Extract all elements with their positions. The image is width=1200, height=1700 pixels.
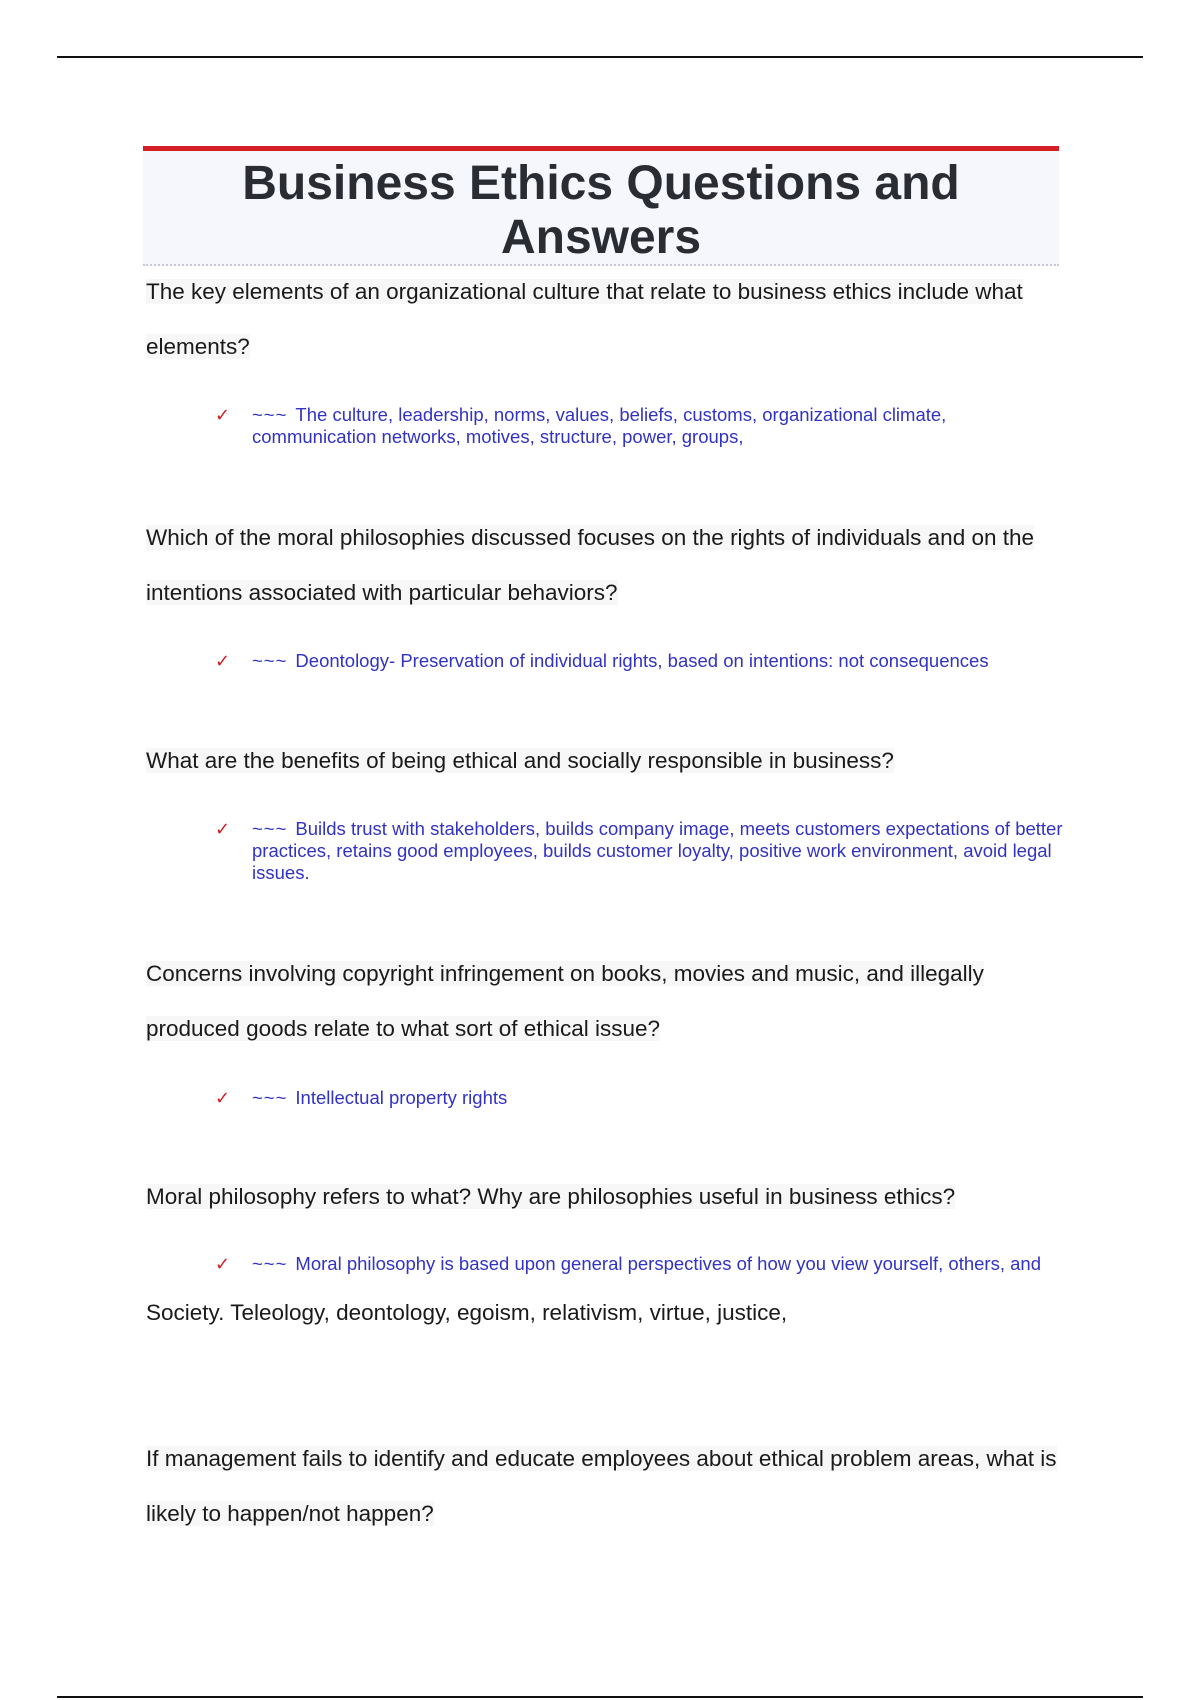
question-5	[146, 1169, 1076, 1224]
question-2-text: Which of the moral philosophies discussed focuses on the rights of individuals and on the intentions associated with particular behaviors?	[146, 525, 1035, 605]
question-4-text: Concerns involving copyright infringement on books, movies and music, and illegally produced goods relate to what sort of ethical issue?	[146, 961, 984, 1041]
top-rule	[57, 56, 1143, 58]
answer-2-text: Deontology- Preservation of individual rights, based on intentions: not consequences	[295, 650, 989, 671]
question-2	[146, 510, 1076, 620]
answer-1-text: The culture, leadership, norms, values, beliefs, customs, organizational climate, communication networks, motives, structure, power, groups,	[252, 404, 947, 447]
answer-5-continuation: Society. Teleology, deontology, egoism, relativism, virtue, justice,	[146, 1300, 788, 1325]
question-1	[146, 264, 1076, 374]
answer-prefix: ~~~	[252, 1087, 288, 1108]
answer-5-text: Moral philosophy is based upon general perspectives of how you view yourself, others, and	[295, 1253, 1041, 1274]
question-6-text: If management fails to identify and educate employees about ethical problem areas, what is likely to happen/not happen?	[146, 1446, 1057, 1526]
document-title: Business Ethics Questions and Answers	[242, 157, 960, 264]
answer-1	[215, 404, 1065, 448]
check-icon: ✓	[215, 1088, 231, 1108]
answer-3	[215, 818, 1065, 884]
answer-5	[215, 1253, 1065, 1275]
answer-4-text: Intellectual property rights	[295, 1087, 508, 1108]
answer-prefix: ~~~	[252, 1253, 288, 1274]
answer-prefix: ~~~	[252, 818, 288, 839]
question-4	[146, 946, 1076, 1056]
answer-prefix: ~~~	[252, 650, 288, 671]
question-3-text: What are the benefits of being ethical and socially responsible in business?	[146, 748, 894, 773]
answer-3-text: Builds trust with stakeholders, builds company image, meets customers expectations of better practices, retains good employees, builds customer loyalty, positive work environment, avoid legal issues.	[252, 818, 1063, 883]
check-icon: ✓	[215, 1254, 231, 1274]
check-icon: ✓	[215, 651, 231, 671]
question-1-text: The key elements of an organizational culture that relate to business ethics include what elements?	[146, 279, 1023, 359]
answer-2	[215, 650, 1065, 672]
check-icon: ✓	[215, 405, 231, 425]
question-6	[146, 1431, 1076, 1541]
check-icon: ✓	[215, 819, 231, 839]
answer-4	[215, 1087, 1065, 1109]
title-banner	[143, 146, 1059, 266]
question-3	[146, 733, 1076, 788]
question-5-text: Moral philosophy refers to what? Why are philosophies useful in business ethics?	[146, 1184, 956, 1209]
bottom-rule	[57, 1696, 1143, 1698]
answer-prefix: ~~~	[252, 404, 288, 425]
